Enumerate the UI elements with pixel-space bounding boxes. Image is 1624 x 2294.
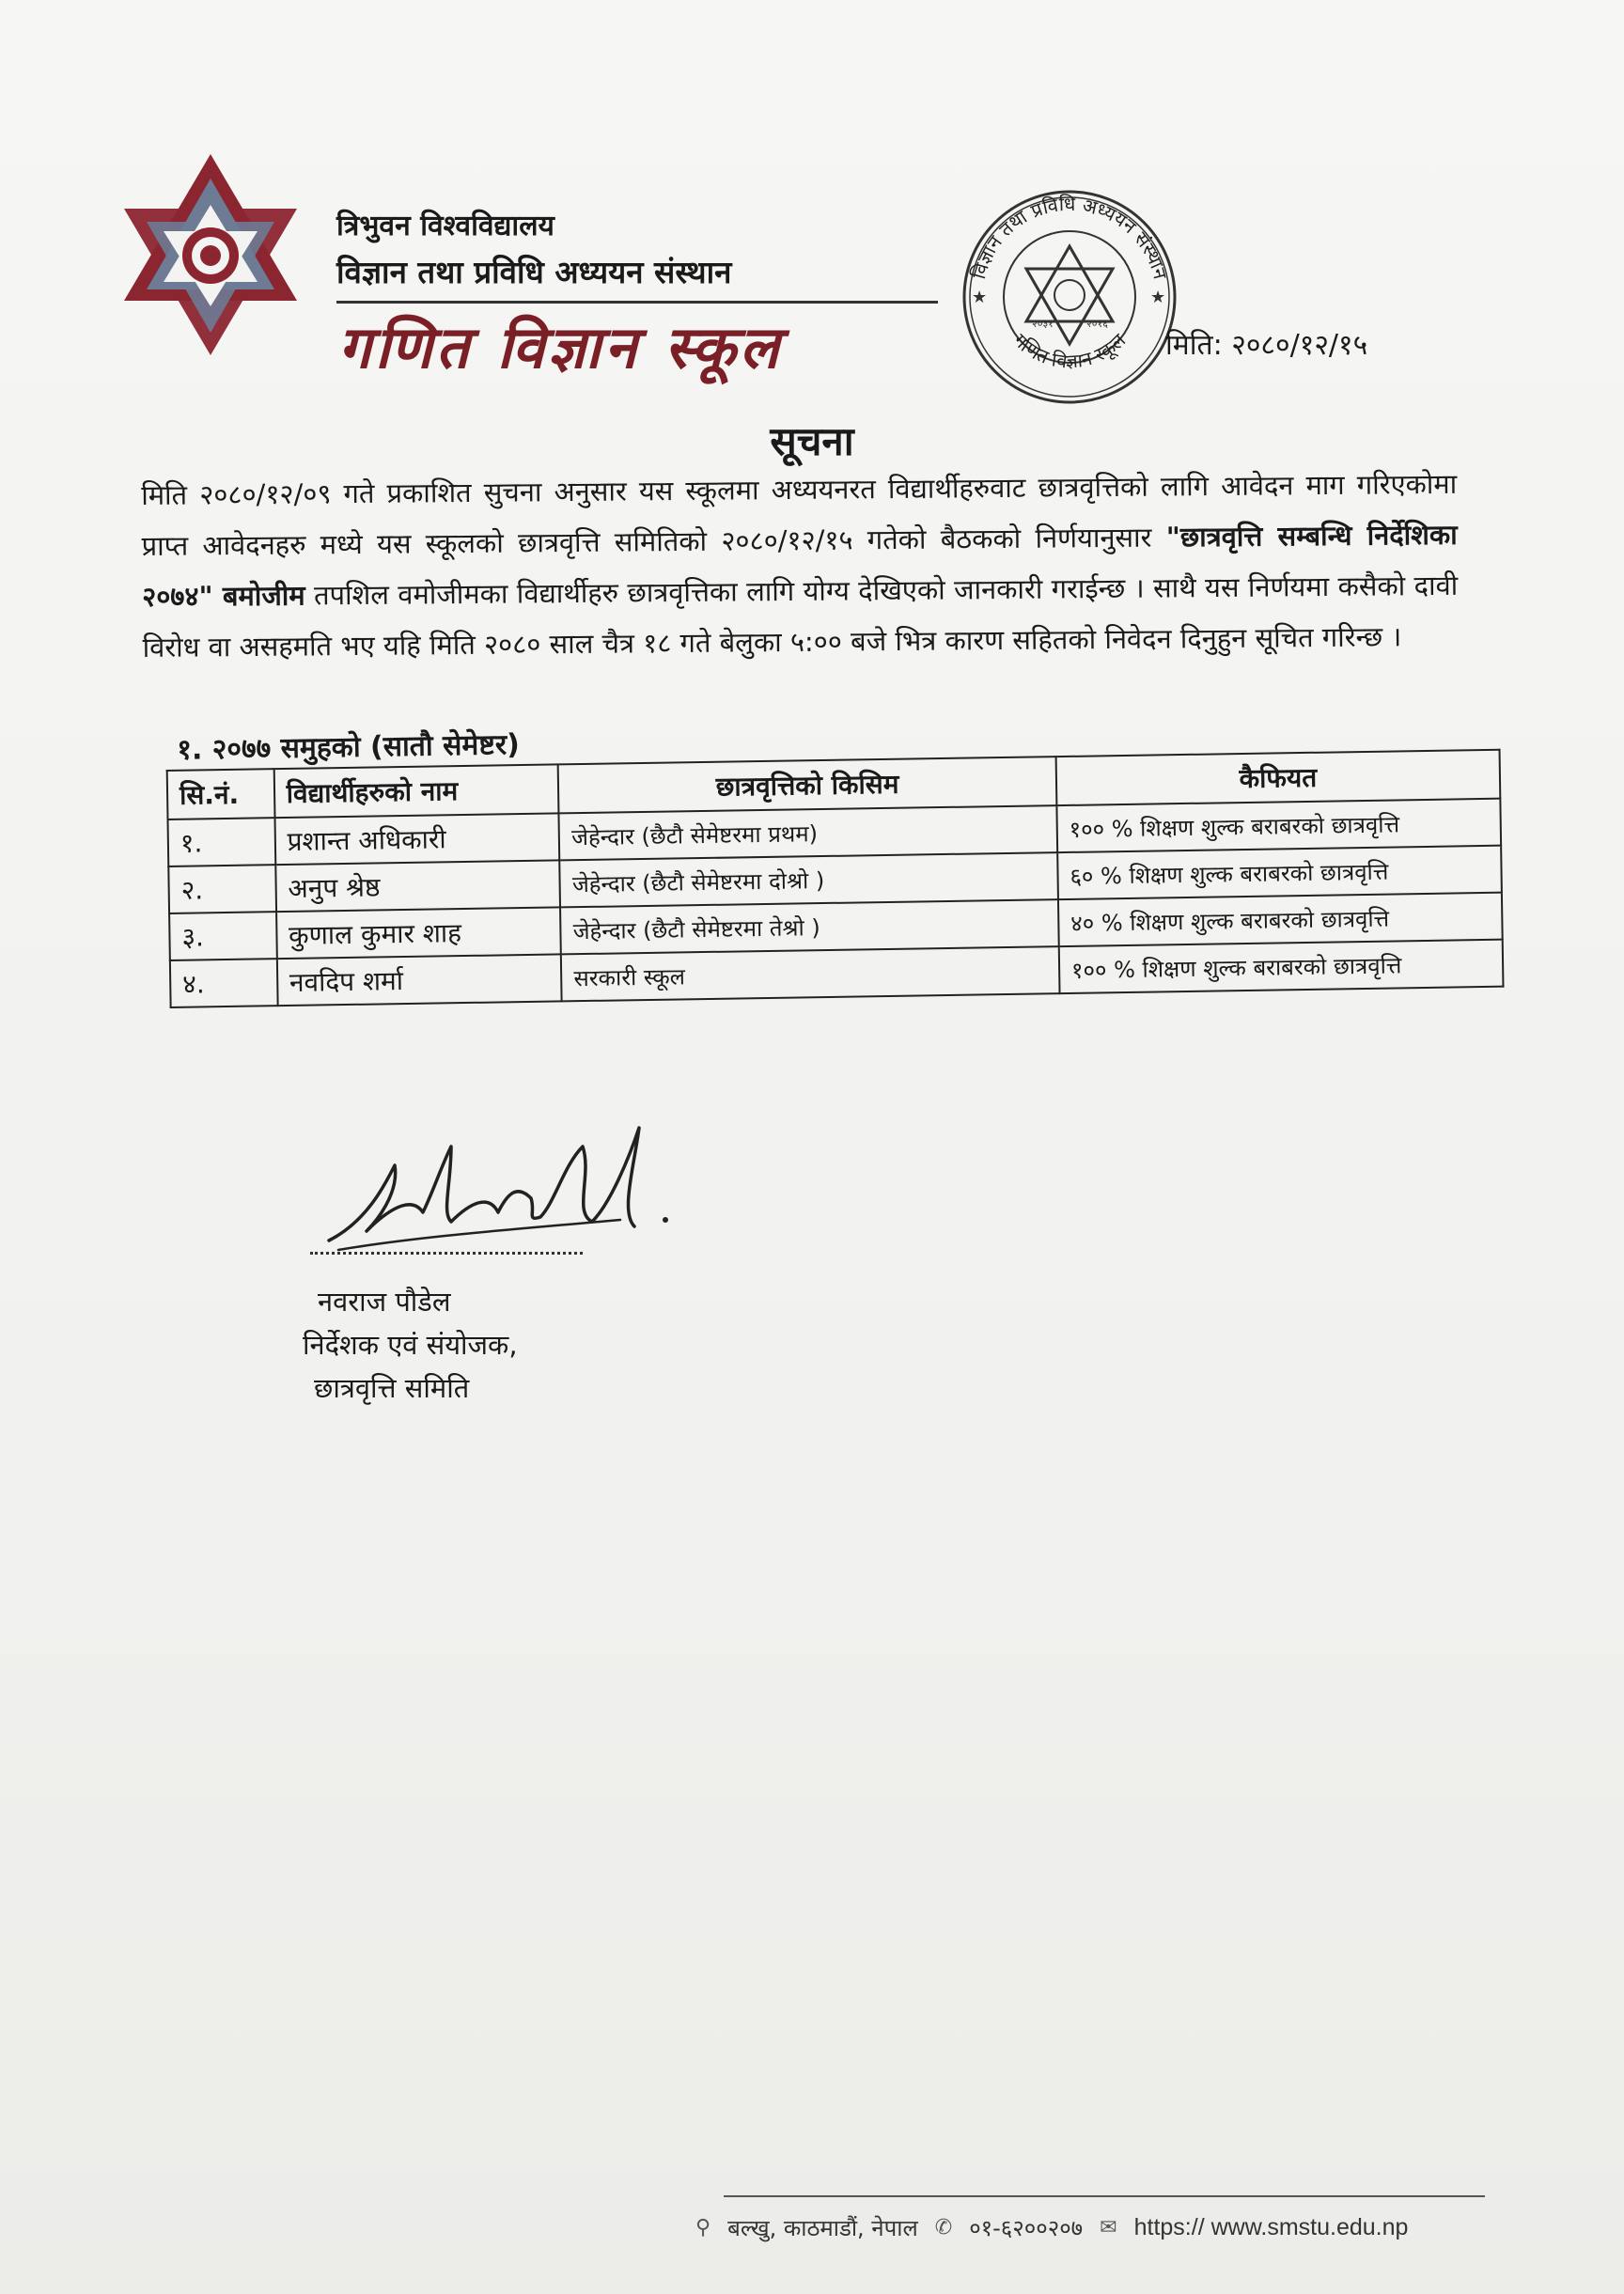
location-pin-icon: ⚲ (695, 2216, 711, 2239)
notice-body-bold: "छात्रवृत्ति सम्बन्धि निर्देशिका २०७४" बमोजीम (142, 518, 1458, 613)
signer-name: नवराज पौडेल (318, 1286, 451, 1318)
seal-star-left: ★ (972, 288, 988, 307)
cell-student-name: नवदिप शर्मा (277, 954, 562, 1006)
cell-serial: १. (168, 818, 275, 866)
tu-logo (120, 150, 301, 359)
cell-remarks: ६० % शिक्षण शुल्क बराबरको छात्रवृत्ति (1057, 846, 1502, 899)
cell-remarks: १०० % शिक्षण शुल्क बराबरको छात्रवृत्ति (1059, 940, 1504, 993)
svg-text:गणित विज्ञान स्कूल (1009, 329, 1131, 373)
institute-name: विज्ञान तथा प्रविधि अध्ययन संस्थान (336, 254, 732, 290)
signature-line (310, 1252, 583, 1255)
footer-divider (724, 2195, 1485, 2197)
scholarship-table (166, 749, 1505, 1008)
footer (695, 2212, 1408, 2243)
cell-remarks: ४० % शिक्षण शुल्क बराबरको छात्रवृत्ति (1058, 893, 1503, 946)
cell-remarks: १०० % शिक्षण शुल्क बराबरको छात्रवृत्ति (1056, 799, 1501, 852)
notice-date: मिति: २०८०/१२/१५ (1165, 329, 1368, 362)
header-divider (336, 301, 938, 304)
signer-block (303, 1280, 518, 1410)
cell-serial: ४. (170, 959, 277, 1007)
cell-student-name: कुणाल कुमार शाह (276, 907, 561, 959)
seal-outer-text: विज्ञान तथा प्रविधि अध्ययन संस्थान (967, 192, 1172, 282)
institute-seal (957, 184, 1182, 410)
header-student-name: विद्यार्थीहरुको नाम (273, 764, 558, 818)
footer-phone: ०१-६२००२०७ (969, 2215, 1084, 2241)
seal-star-right: ★ (1150, 288, 1166, 307)
seal-year-left: २०३१ (1032, 318, 1054, 330)
cell-serial: ३. (169, 912, 276, 960)
cell-student-name: अनुप श्रेष्ठ (275, 860, 560, 912)
footer-website: https:// www.smstu.edu.np (1133, 2214, 1409, 2240)
phone-icon: ✆ (934, 2216, 953, 2239)
scholarship-table-block (165, 709, 1513, 1008)
header-remarks: कैफियत (1055, 750, 1500, 805)
cell-scholarship-type: सरकारी स्कूल (561, 946, 1059, 1001)
seal-inner-text: गणित विज्ञान स्कूल (1008, 329, 1131, 373)
seal-year-right: २०१६ (1086, 318, 1108, 330)
cell-scholarship-type: जेहेन्दार (छैटौ सेमेष्टरमा प्रथम) (559, 805, 1057, 860)
cell-scholarship-type: जेहेन्दार (छैटौ सेमेष्टरमा दोश्रो ) (560, 852, 1058, 907)
notice-body-part1: मिति २०८०/१२/०९ गते प्रकाशित सुचना अनुसार यस स्कूलमा अध्ययनरत विद्यार्थीहरुवाट छात्रवृत्तिको लागि आवेदन माग गरिएकोमा प्राप्त आवेदनहरु मध्ये यस स्कूलको छात्रवृत्ति समितिको २०८०/१२/१५ गतेको बैठकको निर्णयानुसार (141, 467, 1458, 562)
header-scholarship-type: छात्रवृत्तिको किसिम (558, 757, 1056, 813)
cell-scholarship-type: जेहेन्दार (छैटौ सेमेष्टरमा तेश्रो ) (560, 899, 1058, 954)
notice-body (141, 459, 1459, 673)
notice-title: सूचना (770, 418, 854, 464)
email-icon: ✉ (1100, 2216, 1117, 2239)
university-name: त्रिभुवन विश्वविद्यालय (336, 210, 554, 242)
cell-student-name: प्रशान्त अधिकारी (274, 813, 559, 865)
notice-body-part2: तपशिल वमोजीमका विद्यार्थीहरु छात्रवृत्तिका लागि योग्य देखिएको जानकारी गराईन्छ । साथै यस निर्णयमा कसैको दावी विरोध वा असहमति भए यहि मिति २०८० साल चैत्र १८ गते बेलुका ५:०० बजे भित्र कारण सहितको निवेदन दिनुहुन सूचित गरिन्छ । (142, 569, 1459, 663)
signer-title: निर्देशक एवं संयोजक, (303, 1329, 518, 1361)
table-caption: १. २०७७ समुहको (सातौ सेमेष्टर) (177, 728, 521, 767)
footer-address: बल्खु, काठमाडौं, नेपाल (727, 2215, 918, 2241)
school-name: गणित विज्ञान स्कूल (338, 313, 783, 382)
signer-committee: छात्रवृत्ति समिति (314, 1372, 470, 1404)
header-serial: सि.नं. (167, 769, 274, 819)
cell-serial: २. (168, 865, 275, 913)
